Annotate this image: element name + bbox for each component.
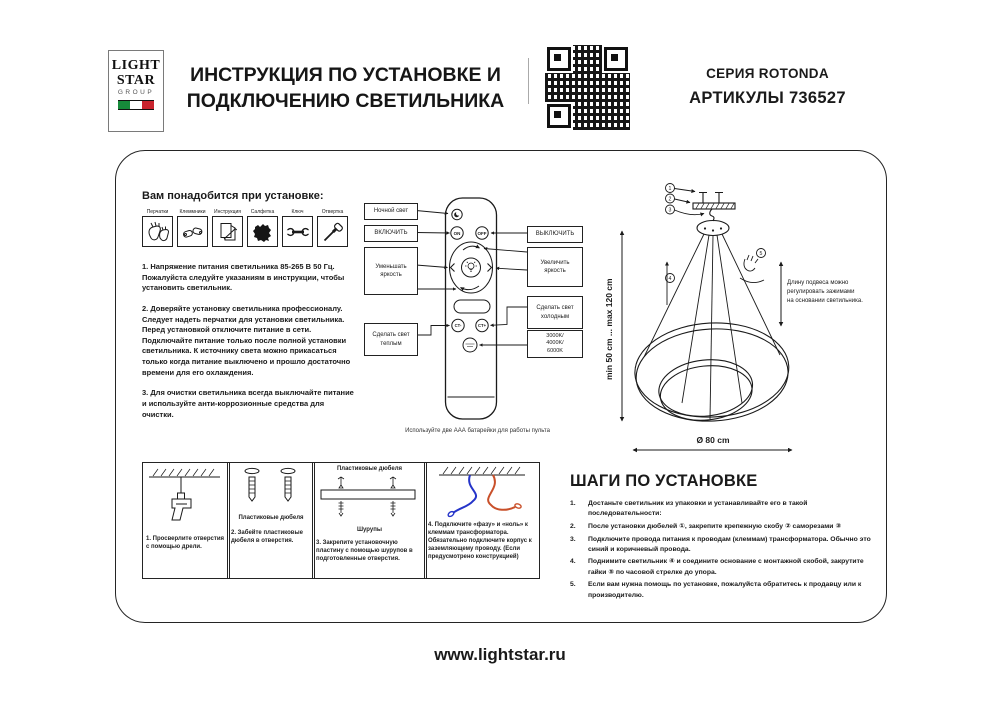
series-label: СЕРИЯ ROTONDA <box>706 66 829 81</box>
svg-text:OFF: OFF <box>477 230 487 236</box>
ct-minus-button[interactable] <box>452 319 464 331</box>
callout-warm-light: Сделать свет теплым <box>364 323 418 356</box>
marker-5 <box>757 249 766 258</box>
note-paragraph-1: 1. Напряжение питания светильника 85-265 В 50 Гц. Пожалуйста следуйте указаниям в инструкции, чтобы установить светильник. <box>142 262 345 293</box>
wires-icon <box>425 463 536 519</box>
night-light-button[interactable] <box>452 209 462 219</box>
height-dimension-label: min 50 cm ... max 120 cm <box>604 278 614 380</box>
suspension-note-line1: Длину подвеса можно <box>787 280 849 286</box>
callout-color-temperatures: 3000K/ 4000K/ 6000K <box>527 330 583 358</box>
remote-diagram <box>360 195 595 445</box>
suspension-cables <box>644 234 780 419</box>
ceiling-bracket <box>693 192 735 221</box>
marker-1 <box>666 184 675 193</box>
dowels-icon <box>228 463 311 513</box>
logo-text-star: STAR <box>116 73 156 88</box>
brightness-dpad[interactable] <box>450 242 493 293</box>
mount-step-3-caption: 3. Закрепите установочную пластину с помощью шурупов в подготовленные отверстия. <box>316 540 413 563</box>
bulb-icon <box>465 262 477 271</box>
install-step-1: 1. Достаньте светильник из упаковки и устанавливайте его в такой последовательности: <box>570 500 808 518</box>
inner-ring <box>656 355 756 424</box>
mount-step-3-label-top: Пластиковые дюбеля <box>336 466 403 472</box>
callout-turn-on: ВКЛЮЧИТЬ <box>364 225 418 242</box>
tool-screwdriver: Отвертка <box>317 209 348 247</box>
callout-cold-light: Сделать свет холодным <box>527 296 583 329</box>
install-step-3: 3. Подключите провода питания к проводам (клеммам) трансформатора. Обычно это синий и коричневый провода. <box>570 535 871 553</box>
remote-battery-note: Используйте две ААА батарейки для работы пульта <box>405 428 550 434</box>
bulb-button[interactable] <box>462 258 481 277</box>
wrench-icon <box>282 216 313 247</box>
header-divider <box>528 58 529 104</box>
mount-step-2-label: Пластиковые дюбеля <box>238 515 304 521</box>
mount-step-1 <box>142 462 230 579</box>
italian-flag-icon <box>118 100 154 110</box>
screwdriver-icon <box>317 216 348 247</box>
ct-plus-button[interactable] <box>476 319 488 331</box>
website-url: www.lightstar.ru <box>434 645 566 664</box>
svg-text:CT+: CT+ <box>477 323 487 329</box>
article-label: АРТИКУЛЫ 736527 <box>689 89 846 107</box>
logo-text-group: GROUP <box>117 89 155 96</box>
safety-notes <box>142 262 354 430</box>
svg-text:5: 5 <box>759 250 763 257</box>
tool-terminals: Клеммники <box>177 209 208 247</box>
tool-napkin: Салфетка <box>247 209 278 247</box>
mount-step-2 <box>227 462 315 579</box>
page-title-line2: ПОДКЛЮЧЕНИЮ СВЕТИЛЬНИКА <box>186 90 505 112</box>
logo-text-light: LIGHT <box>111 58 161 73</box>
product-identity <box>645 66 890 108</box>
page-title-line1: ИНСТРУКЦИЯ ПО УСТАНОВКЕ И <box>190 64 501 86</box>
lamp-diagram <box>600 165 890 465</box>
tool-manual: Инструкция <box>212 209 243 247</box>
lamp-svg <box>600 165 890 465</box>
on-button[interactable] <box>451 227 463 239</box>
manual-icon <box>212 216 243 247</box>
mount-step-2-caption: 2. Забейте пластиковые дюбеля в отверстия. <box>231 530 303 545</box>
drill-icon <box>143 463 226 531</box>
screw-icon <box>715 192 723 203</box>
suspension-note-line2: регулировать зажимами <box>787 289 855 295</box>
brighten-arrow-icon <box>488 264 492 272</box>
tool-gloves: Перчатки <box>142 209 173 247</box>
mounting-plate-icon <box>313 475 423 527</box>
display-window <box>454 300 490 313</box>
dim-arrow-icon <box>451 264 455 272</box>
note-paragraph-3: 3. Для очистки светильника всегда выключайте питание и используйте анти-коррозионные средства для очистки. <box>142 388 354 419</box>
marker-2 <box>666 194 675 203</box>
gloves-icon <box>142 216 173 247</box>
mount-step-3 <box>312 462 427 579</box>
napkin-icon <box>247 216 278 247</box>
svg-text:2: 2 <box>668 196 672 203</box>
suspension-note-line3: на основании светильника. <box>787 298 863 304</box>
mount-step-3-label-bottom: Шурупы <box>357 527 382 533</box>
install-step-2: 2. После установки дюбелей ①, закрепите крепежную скобу ② саморезами ③ <box>570 522 842 530</box>
note-paragraph-2: 2. Доверяйте установку светильника профессионалу. Следует надеть перчатки для установки светильника. Перед установкой отключите питание в сети. Подключайте питание только после полной установки светильника. К источнику света можно прикасаться только когда питание выключено и прошло достаточно времени для его охлаждения. <box>142 303 351 377</box>
install-steps-heading: ШАГИ ПО УСТАНОВКЕ <box>570 472 758 490</box>
down-arc-arrow-icon <box>461 286 480 290</box>
hook-icon <box>710 209 714 221</box>
canopy <box>697 221 729 236</box>
diameter-label: Ø 80 cm <box>696 435 730 445</box>
lightstar-logo <box>108 50 164 132</box>
callout-decrease-brightness: Уменьшать яркость <box>364 247 418 295</box>
mount-step-4-caption: 4. Подключите «фазу» и «ноль» к клеммам трансформатора. Обязательно подключите корпус к заземляющему проводу. (Если предусмотрено конструкцией) <box>428 522 532 561</box>
install-step-5: 5. Если вам нужна помощь по установке, пожалуйста обратитесь к продавцу или к производителю. <box>570 581 862 599</box>
svg-text:1: 1 <box>668 185 672 192</box>
off-button[interactable] <box>476 227 488 239</box>
install-step-4: 4. Поднимите светильник ④ и соедините основание с монтажной скобой, закрутите гайки ⑤ по часовой стрелке до упора. <box>570 558 864 576</box>
svg-text:3: 3 <box>668 207 672 214</box>
tools-row <box>142 209 348 247</box>
temp-cycle-button[interactable] <box>463 338 477 352</box>
callout-increase-brightness: Увеличить яркость <box>527 247 583 287</box>
callout-turn-off: ВЫКЛЮЧИТЬ <box>527 226 583 243</box>
callout-night-light: Ночной свет <box>364 203 418 220</box>
terminals-icon <box>177 216 208 247</box>
tools-heading: Вам понадобится при установке: <box>142 190 324 202</box>
svg-text:ON: ON <box>453 230 461 236</box>
outer-ring <box>632 319 791 425</box>
tool-wrench: Ключ <box>282 209 313 247</box>
screw-icon <box>699 192 707 203</box>
mount-step-4 <box>424 462 540 579</box>
marker-3 <box>666 205 675 214</box>
install-steps-list <box>570 499 875 603</box>
mount-step-1-caption: 1. Просверлите отверстия с помощью дрели. <box>146 536 225 551</box>
page-title <box>168 62 523 114</box>
svg-text:CT-: CT- <box>454 323 462 329</box>
svg-text:4: 4 <box>668 275 672 282</box>
up-arc-arrow-icon <box>463 246 480 250</box>
qr-code-icon <box>545 45 630 130</box>
